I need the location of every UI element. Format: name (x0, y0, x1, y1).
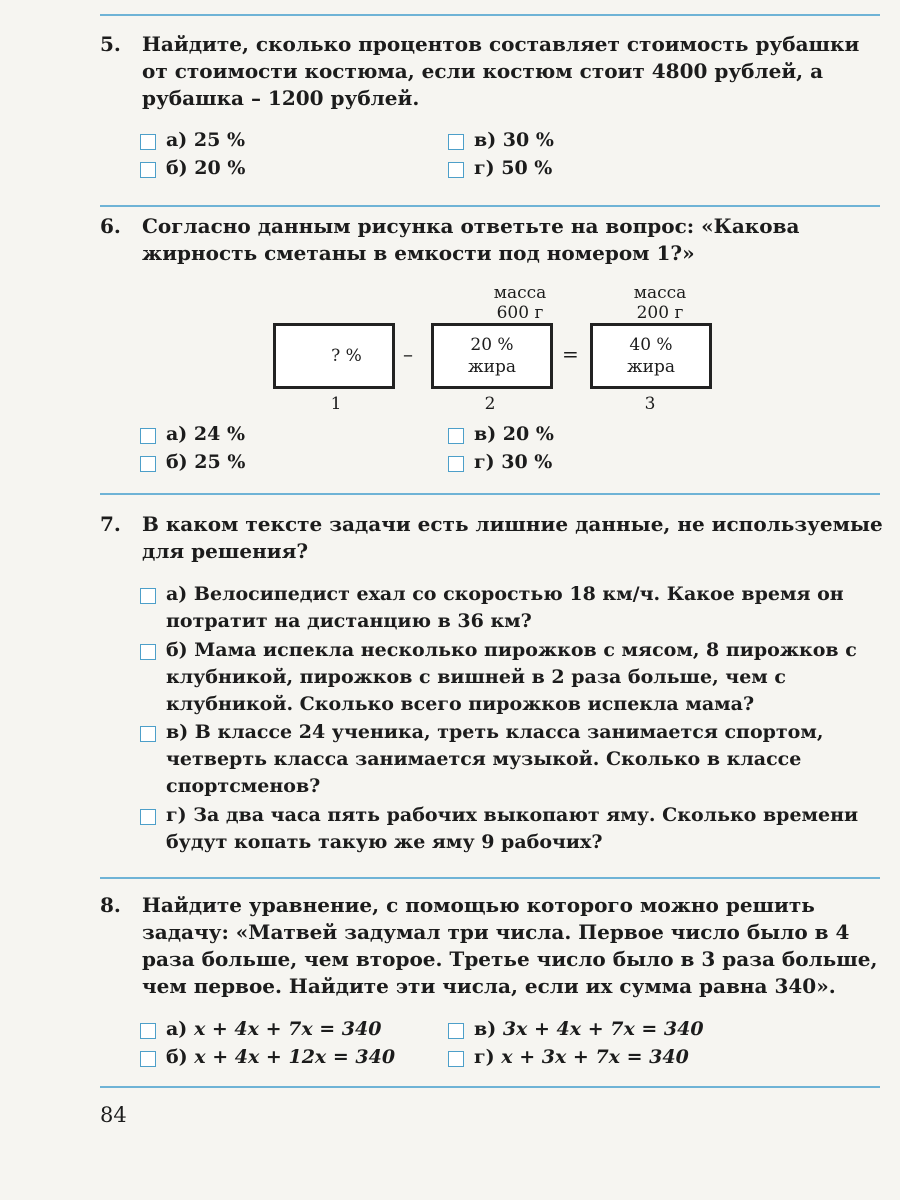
container-1-value: ? % (331, 346, 362, 366)
option-a[interactable]: а) 25 % (140, 127, 245, 154)
container-3: 40 % жира (590, 323, 712, 389)
separator-rule (100, 493, 880, 495)
question-text: Согласно данным рисунка ответьте на вопрос: «Какова жирность сметаны в емкости под номером 1?» (142, 214, 800, 265)
question-text: Найдите уравнение, с помощью которого можно решить задачу: «Матвей задумал три числа. Первое число было в 4 раза больше, чем второе. Третье число было в 3 раза больше, чем первое. Найдите эти числа, если их сумма равна 340». (142, 893, 878, 998)
option-v[interactable]: в) 30 % (448, 127, 554, 154)
question-text: Найдите, сколько процентов составляет стоимость рубашки от стоимости костюма, если костюм стоит 4800 рублей, а рубашка – 1200 рублей. (142, 32, 860, 110)
checkbox[interactable] (448, 1023, 464, 1039)
checkbox[interactable] (140, 644, 156, 660)
container-1 (273, 323, 395, 389)
question-number: 7. (100, 512, 121, 536)
box2-mass-label: масса (493, 283, 547, 303)
option-b[interactable]: б) Мама испекла несколько пирожков с мясом, 8 пирожков с клубникой, пирожков с вишней в 2 раза больше, чем с клубникой. Сколько всего пирожков испекла мама? (140, 637, 885, 718)
checkbox[interactable] (140, 1023, 156, 1039)
box3-mass: 200 г (636, 303, 684, 323)
question-number: 6. (100, 214, 121, 238)
option-b[interactable]: б) 25 % (140, 449, 245, 476)
box2-mass: 600 г (496, 303, 544, 323)
minus-sign: – (403, 342, 413, 366)
checkbox[interactable] (448, 134, 464, 150)
option-b[interactable]: б) 20 % (140, 155, 245, 182)
option-v[interactable]: в) 3x + 4x + 7x = 340 (448, 1016, 704, 1043)
checkbox[interactable] (140, 726, 156, 742)
container-1-number: 1 (330, 394, 342, 414)
checkbox[interactable] (140, 134, 156, 150)
checkbox[interactable] (448, 162, 464, 178)
page-number: 84 (100, 1103, 127, 1127)
container-3-number: 3 (644, 394, 656, 414)
separator-rule (100, 877, 880, 879)
checkbox[interactable] (140, 1051, 156, 1067)
option-a[interactable]: а) Велосипедист ехал со скоростью 18 км/ч. Какое время он потратит на дистанцию в 36 км? (140, 581, 885, 635)
container-2: 20 % жира (431, 323, 553, 389)
container-2-number: 2 (484, 394, 496, 414)
option-v[interactable]: в) В классе 24 ученика, треть класса занимается спортом, четверть класса занимается музыкой. Сколько в классе спортсменов? (140, 719, 885, 800)
option-g[interactable]: г) 30 % (448, 449, 552, 476)
question-number: 5. (100, 32, 121, 56)
question-number: 8. (100, 893, 121, 917)
checkbox[interactable] (140, 162, 156, 178)
box3-mass-label: масса (633, 283, 687, 303)
option-a[interactable]: а) x + 4x + 7x = 340 (140, 1016, 381, 1043)
option-a[interactable]: а) 24 % (140, 421, 245, 448)
checkbox[interactable] (140, 809, 156, 825)
question-text: В каком тексте задачи есть лишние данные, не используемые для решения? (142, 512, 883, 563)
checkbox[interactable] (448, 1051, 464, 1067)
option-b[interactable]: б) x + 4x + 12x = 340 (140, 1044, 395, 1071)
option-v[interactable]: в) 20 % (448, 421, 554, 448)
question-8 (100, 892, 885, 1000)
question-6 (100, 213, 885, 267)
question-5 (100, 31, 885, 112)
top-rule (100, 14, 880, 16)
checkbox[interactable] (140, 588, 156, 604)
separator-rule (100, 205, 880, 207)
checkbox[interactable] (448, 428, 464, 444)
checkbox[interactable] (448, 456, 464, 472)
equals-sign: = (562, 342, 579, 366)
checkbox[interactable] (140, 456, 156, 472)
bottom-rule (100, 1086, 880, 1088)
checkbox[interactable] (140, 428, 156, 444)
option-g[interactable]: г) 50 % (448, 155, 552, 182)
option-g[interactable]: г) x + 3x + 7x = 340 (448, 1044, 689, 1071)
option-g[interactable]: г) За два часа пять рабочих выкопают яму. Сколько времени будут копать такую же яму 9 рабочих? (140, 802, 885, 856)
question-7 (100, 511, 885, 565)
